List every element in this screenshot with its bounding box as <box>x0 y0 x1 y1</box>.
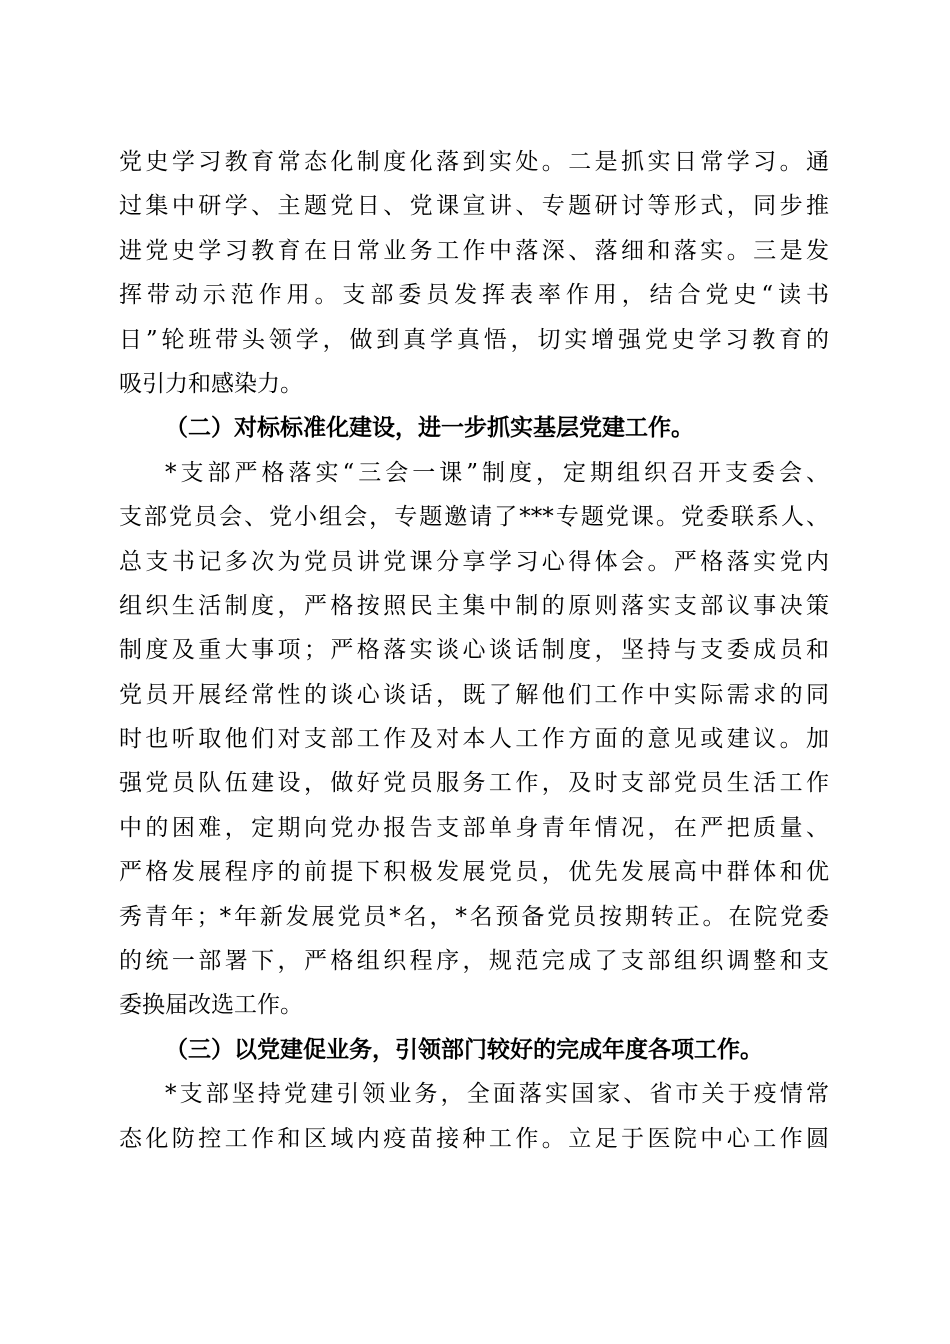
text-line: 态化防控工作和区域内疫苗接种工作。立足于医院中心工作圆 <box>119 1125 829 1152</box>
text-line: *支部坚持党建引领业务，全面落实国家、省市关于疫情常 <box>165 1081 829 1108</box>
text-line: 委换届改选工作。 <box>119 992 303 1019</box>
section-heading-3 <box>119 1028 829 1072</box>
text-line: 进党史学习教育在日常业务工作中落深、落细和落实。三是发 <box>119 237 829 264</box>
text-line: 挥带动示范作用。支部委员发挥表率作用，结合党史“读书 <box>119 282 829 309</box>
text-line: 党史学习教育常态化制度化落到实处。二是抓实日常学习。通 <box>119 149 829 175</box>
text-line: 制度及重大事项；严格落实谈心谈话制度，坚持与支委成员和 <box>119 637 829 664</box>
text-line: 的统一部署下，严格组织程序，规范完成了支部组织调整和支 <box>119 948 829 975</box>
text-line: 中的困难，定期向党办报告支部单身青年情况，在严把质量、 <box>119 814 829 841</box>
heading-line: （二）对标标准化建设，进一步抓实基层党建工作。 <box>165 414 694 442</box>
document-body <box>119 140 829 1161</box>
text-line: 日”轮班带头领学，做到真学真悟，切实增强党史学习教育的 <box>119 326 829 353</box>
paragraph-2 <box>119 451 829 1028</box>
text-line: 强党员队伍建设，做好党员服务工作，及时支部党员生活工作 <box>119 770 829 797</box>
paragraph-3 <box>119 1072 829 1161</box>
paragraph-1 <box>119 140 829 406</box>
text-line: 过集中研学、主题党日、党课宣讲、专题研讨等形式，同步推 <box>119 193 829 220</box>
text-line: 支部党员会、党小组会，专题邀请了***专题党课。党委联系人、 <box>119 504 829 531</box>
heading-line: （三）以党建促业务，引领部门较好的完成年度各项工作。 <box>165 1035 763 1063</box>
text-line: 严格发展程序的前提下积极发展党员，优先发展高中群体和优 <box>119 859 829 886</box>
text-line: 组织生活制度，严格按照民主集中制的原则落实支部议事决策 <box>119 592 829 619</box>
text-line: 秀青年；*年新发展党员*名，*名预备党员按期转正。在院党委 <box>119 903 829 930</box>
text-line: 总支书记多次为党员讲党课分享学习心得体会。严格落实党内 <box>119 548 829 575</box>
section-heading-2 <box>119 406 829 450</box>
text-line: 吸引力和感染力。 <box>119 370 303 397</box>
text-line: 时也听取他们对支部工作及对本人工作方面的意见或建议。加 <box>119 726 829 753</box>
text-line: 党员开展经常性的谈心谈话，既了解他们工作中实际需求的同 <box>119 681 829 708</box>
text-line: *支部严格落实“三会一课”制度，定期组织召开支委会、 <box>165 459 829 486</box>
